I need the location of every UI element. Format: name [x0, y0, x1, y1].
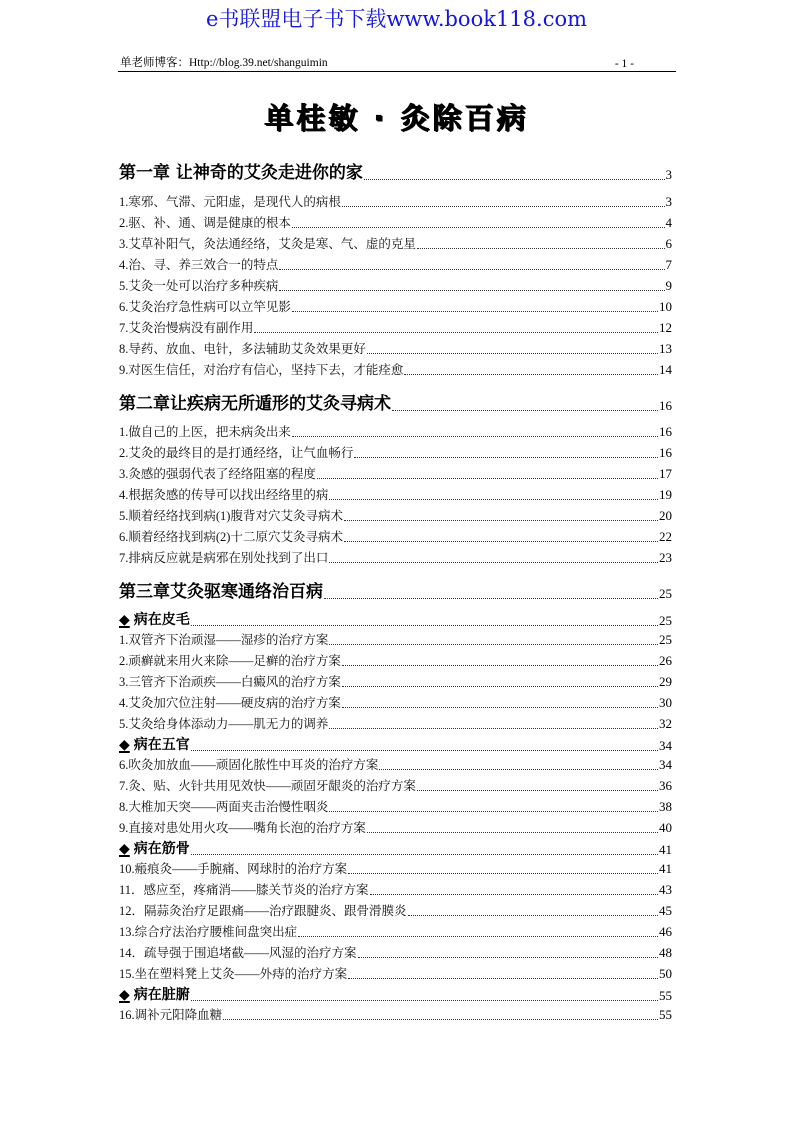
toc-item[interactable] — [119, 339, 672, 357]
toc-page-number: 29 — [659, 674, 672, 689]
toc-page-number: 16 — [659, 445, 672, 460]
toc-label: 12．隔蒜灸治疗足跟痛——治疗跟腱炎、跟骨滑膜炎 — [119, 904, 407, 918]
section-title: 病在皮毛 — [133, 612, 190, 628]
page-header — [118, 55, 676, 72]
dot-leader — [191, 750, 658, 751]
toc-item[interactable] — [119, 776, 672, 794]
dot-leader — [392, 410, 658, 411]
toc-label — [119, 984, 190, 1004]
toc-item[interactable] — [119, 548, 672, 566]
toc-chapter[interactable] — [119, 389, 672, 414]
dot-leader — [408, 915, 658, 916]
toc-label: 9.对医生信任，对治疗有信心，坚持下去，才能痊愈 — [119, 363, 404, 377]
toc-section[interactable] — [119, 734, 672, 754]
dot-leader — [348, 978, 658, 979]
toc-label: 3.艾草补阳气，灸法通经络，艾灸是寒、气、虚的克星 — [119, 237, 416, 251]
toc-item[interactable] — [119, 527, 672, 545]
toc-label: 2.艾灸的最终目的是打通经络，让气血畅行 — [119, 446, 354, 460]
toc-label: 6.吹灸加放血——顽固化脓性中耳炎的治疗方案 — [119, 758, 379, 772]
toc-label: 8.导药、放血、电针，多法辅助艾灸效果更好 — [119, 342, 366, 356]
toc-chapter[interactable] — [119, 577, 672, 602]
toc-page-number: 19 — [659, 487, 672, 502]
toc-label: 1.寒邪、气滞、元阳虚，是现代人的病根 — [119, 195, 341, 209]
toc-section[interactable] — [119, 609, 672, 629]
toc-label: 7.排病反应就是病邪在别处找到了出口 — [119, 551, 329, 565]
toc-page-number: 55 — [659, 988, 672, 1003]
toc-page-number: 3 — [665, 194, 672, 209]
toc-item[interactable] — [119, 755, 672, 773]
toc-page-number: 32 — [659, 716, 672, 731]
dot-leader — [317, 478, 658, 479]
toc-item[interactable] — [119, 859, 672, 877]
toc-item[interactable] — [119, 360, 672, 378]
toc-item[interactable] — [119, 297, 672, 315]
toc-label: 第三章艾灸驱寒通络治百病 — [119, 582, 323, 602]
toc-page-number: 17 — [659, 466, 672, 481]
toc-label: 5.艾灸一处可以治疗多种疾病 — [119, 279, 279, 293]
dot-leader — [370, 894, 658, 895]
dot-leader — [367, 832, 658, 833]
toc-label: 7.灸、贴、火针共用见效快——顽固牙龈炎的治疗方案 — [119, 779, 416, 793]
toc-item[interactable] — [119, 276, 672, 294]
toc-label: 16.调补元阳降血糖 — [119, 1008, 223, 1022]
dot-leader — [344, 541, 658, 542]
toc-label: 13.综合疗法治疗腰椎间盘突出症 — [119, 925, 298, 939]
dot-leader — [279, 290, 664, 291]
toc-page-number: 43 — [659, 882, 672, 897]
toc-item[interactable] — [119, 818, 672, 836]
toc-page-number: 3 — [665, 167, 672, 182]
diamond-bullet-icon: ◆ — [119, 612, 130, 628]
toc-label: 1.双管齐下治顽湿——湿疹的治疗方案 — [119, 633, 329, 647]
dot-leader — [324, 598, 658, 599]
toc-page-number: 4 — [665, 215, 672, 230]
toc-page-number: 46 — [659, 924, 672, 939]
toc-label: 第一章 让神奇的艾灸走进你的家 — [119, 163, 363, 183]
diamond-bullet-icon: ◆ — [119, 841, 130, 857]
toc-page-number: 38 — [659, 799, 672, 814]
toc-label — [119, 609, 190, 629]
toc-item[interactable] — [119, 651, 672, 669]
toc-item[interactable] — [119, 192, 672, 210]
toc-page-number: 7 — [665, 257, 672, 272]
toc-label — [119, 734, 190, 754]
toc-page-number: 13 — [659, 341, 672, 356]
toc-label: 2.驱、补、通、调是健康的根本 — [119, 216, 291, 230]
dot-leader — [417, 248, 665, 249]
dot-leader — [348, 873, 658, 874]
dot-leader — [329, 811, 658, 812]
toc-page-number: 41 — [659, 842, 672, 857]
toc-item[interactable] — [119, 234, 672, 252]
section-title: 病在筋骨 — [133, 841, 190, 857]
toc-item[interactable] — [119, 714, 672, 732]
dot-leader — [329, 499, 658, 500]
toc-label: 11．感应至，疼痛消——膝关节炎的治疗方案 — [119, 883, 369, 897]
dot-leader — [342, 665, 658, 666]
toc-label: 14．疏导强于围追堵截——风湿的治疗方案 — [119, 946, 357, 960]
toc-item[interactable] — [119, 422, 672, 440]
toc-item[interactable] — [119, 901, 672, 919]
toc-label: 3.灸感的强弱代表了经络阻塞的程度 — [119, 467, 316, 481]
toc-page-number: 48 — [659, 945, 672, 960]
toc-label: 4.治、寻、养三效合一的特点 — [119, 258, 279, 272]
toc-item[interactable] — [119, 922, 672, 940]
dot-leader — [191, 625, 658, 626]
dot-leader — [329, 644, 658, 645]
toc-page-number: 23 — [659, 550, 672, 565]
toc-label: 6.艾灸治疗急性病可以立竿见影 — [119, 300, 291, 314]
toc-chapter[interactable] — [119, 158, 672, 183]
dot-leader — [354, 457, 658, 458]
toc-label: 第二章让疾病无所遁形的艾灸寻病术 — [119, 394, 391, 414]
dot-leader — [358, 957, 658, 958]
toc-item[interactable] — [119, 485, 672, 503]
section-title: 病在五官 — [133, 737, 190, 753]
toc-item[interactable] — [119, 797, 672, 815]
diamond-bullet-icon: ◆ — [119, 987, 130, 1003]
toc-page-number: 20 — [659, 508, 672, 523]
dot-leader — [329, 562, 658, 563]
toc-item[interactable] — [119, 630, 672, 648]
toc-label: 3.三管齐下治顽疾——白癜风的治疗方案 — [119, 675, 341, 689]
dot-leader — [367, 353, 658, 354]
toc-label: 8.大椎加天突——两面夹击治慢性咽炎 — [119, 800, 329, 814]
dot-leader — [191, 854, 658, 855]
toc-item[interactable] — [119, 255, 672, 273]
toc-page-number: 55 — [659, 1007, 672, 1022]
toc-label: 6.顺着经络找到病(2)十二原穴艾灸寻病术 — [119, 530, 343, 544]
toc-item[interactable] — [119, 1005, 672, 1023]
toc-item[interactable] — [119, 943, 672, 961]
toc-label: 4.艾灸加穴位注射——硬皮病的治疗方案 — [119, 696, 341, 710]
toc-label: 15.坐在塑料凳上艾灸——外痔的治疗方案 — [119, 967, 348, 981]
dot-leader — [417, 790, 658, 791]
toc-page-number: 14 — [659, 362, 672, 377]
toc-label: 10.瘢痕灸——手腕痛、网球肘的治疗方案 — [119, 862, 348, 876]
toc-label: 1.做自己的上医，把未病灸出来 — [119, 425, 291, 439]
dot-leader — [379, 769, 658, 770]
diamond-bullet-icon: ◆ — [119, 737, 130, 753]
section-title: 病在脏腑 — [133, 987, 190, 1003]
dot-leader — [298, 936, 658, 937]
dot-leader — [342, 686, 658, 687]
dot-leader — [292, 436, 658, 437]
toc-label: 2.顽癣就来用火来除——足癣的治疗方案 — [119, 654, 341, 668]
toc-page-number: 22 — [659, 529, 672, 544]
toc-page-number: 50 — [659, 966, 672, 981]
dot-leader — [342, 206, 665, 207]
toc-section[interactable] — [119, 838, 672, 858]
toc-page-number: 10 — [659, 299, 672, 314]
toc-page-number: 40 — [659, 820, 672, 835]
toc-page-number: 25 — [659, 632, 672, 647]
toc-label: 9.直接对患处用火攻——嘴角长泡的治疗方案 — [119, 821, 366, 835]
toc-page-number: 25 — [659, 586, 672, 601]
toc-item[interactable] — [119, 318, 672, 336]
dot-leader — [292, 227, 665, 228]
toc-label: 7.艾灸治慢病没有副作用 — [119, 321, 254, 335]
document-title: 单桂敏 · 灸除百病 — [264, 101, 529, 135]
dot-leader — [254, 332, 658, 333]
toc-item[interactable] — [119, 672, 672, 690]
toc-label: 5.顺着经络找到病(1)腹背对穴艾灸寻病术 — [119, 509, 343, 523]
toc-page-number: 34 — [659, 757, 672, 772]
toc-label — [119, 838, 190, 858]
toc-label: 4.根据灸感的传导可以找出经络里的病 — [119, 488, 329, 502]
header-blog-link: 单老师博客：Http://blog.39.net/shanguimin — [120, 57, 328, 69]
dot-leader — [344, 520, 658, 521]
toc-page-number: 26 — [659, 653, 672, 668]
dot-leader — [364, 179, 665, 180]
toc-item[interactable] — [119, 443, 672, 461]
toc-item[interactable] — [119, 464, 672, 482]
toc-page-number: 25 — [659, 613, 672, 628]
toc-page-number: 16 — [659, 424, 672, 439]
toc-item[interactable] — [119, 506, 672, 524]
dot-leader — [191, 1000, 658, 1001]
dot-leader — [292, 311, 658, 312]
toc-page-number: 12 — [659, 320, 672, 335]
toc-item[interactable] — [119, 213, 672, 231]
dot-leader — [223, 1019, 658, 1020]
toc-page-number: 30 — [659, 695, 672, 710]
toc-page-number: 34 — [659, 738, 672, 753]
toc-page-number: 36 — [659, 778, 672, 793]
toc-page-number: 41 — [659, 861, 672, 876]
toc-label: 5.艾灸给身体添动力——肌无力的调养 — [119, 717, 329, 731]
toc-page-number: 6 — [665, 236, 672, 251]
toc-page-number: 16 — [659, 398, 672, 413]
toc-item[interactable] — [119, 964, 672, 982]
dot-leader — [342, 707, 658, 708]
dot-leader — [279, 269, 664, 270]
toc-page-number: 9 — [665, 278, 672, 293]
dot-leader — [404, 374, 658, 375]
toc-item[interactable] — [119, 693, 672, 711]
header-page-number: - 1 - — [614, 58, 634, 70]
toc-section[interactable] — [119, 984, 672, 1004]
dot-leader — [329, 728, 658, 729]
watermark-banner: e书联盟电子书下载www.book118.com — [205, 7, 588, 31]
toc-page-number: 45 — [659, 903, 672, 918]
toc-item[interactable] — [119, 880, 672, 898]
